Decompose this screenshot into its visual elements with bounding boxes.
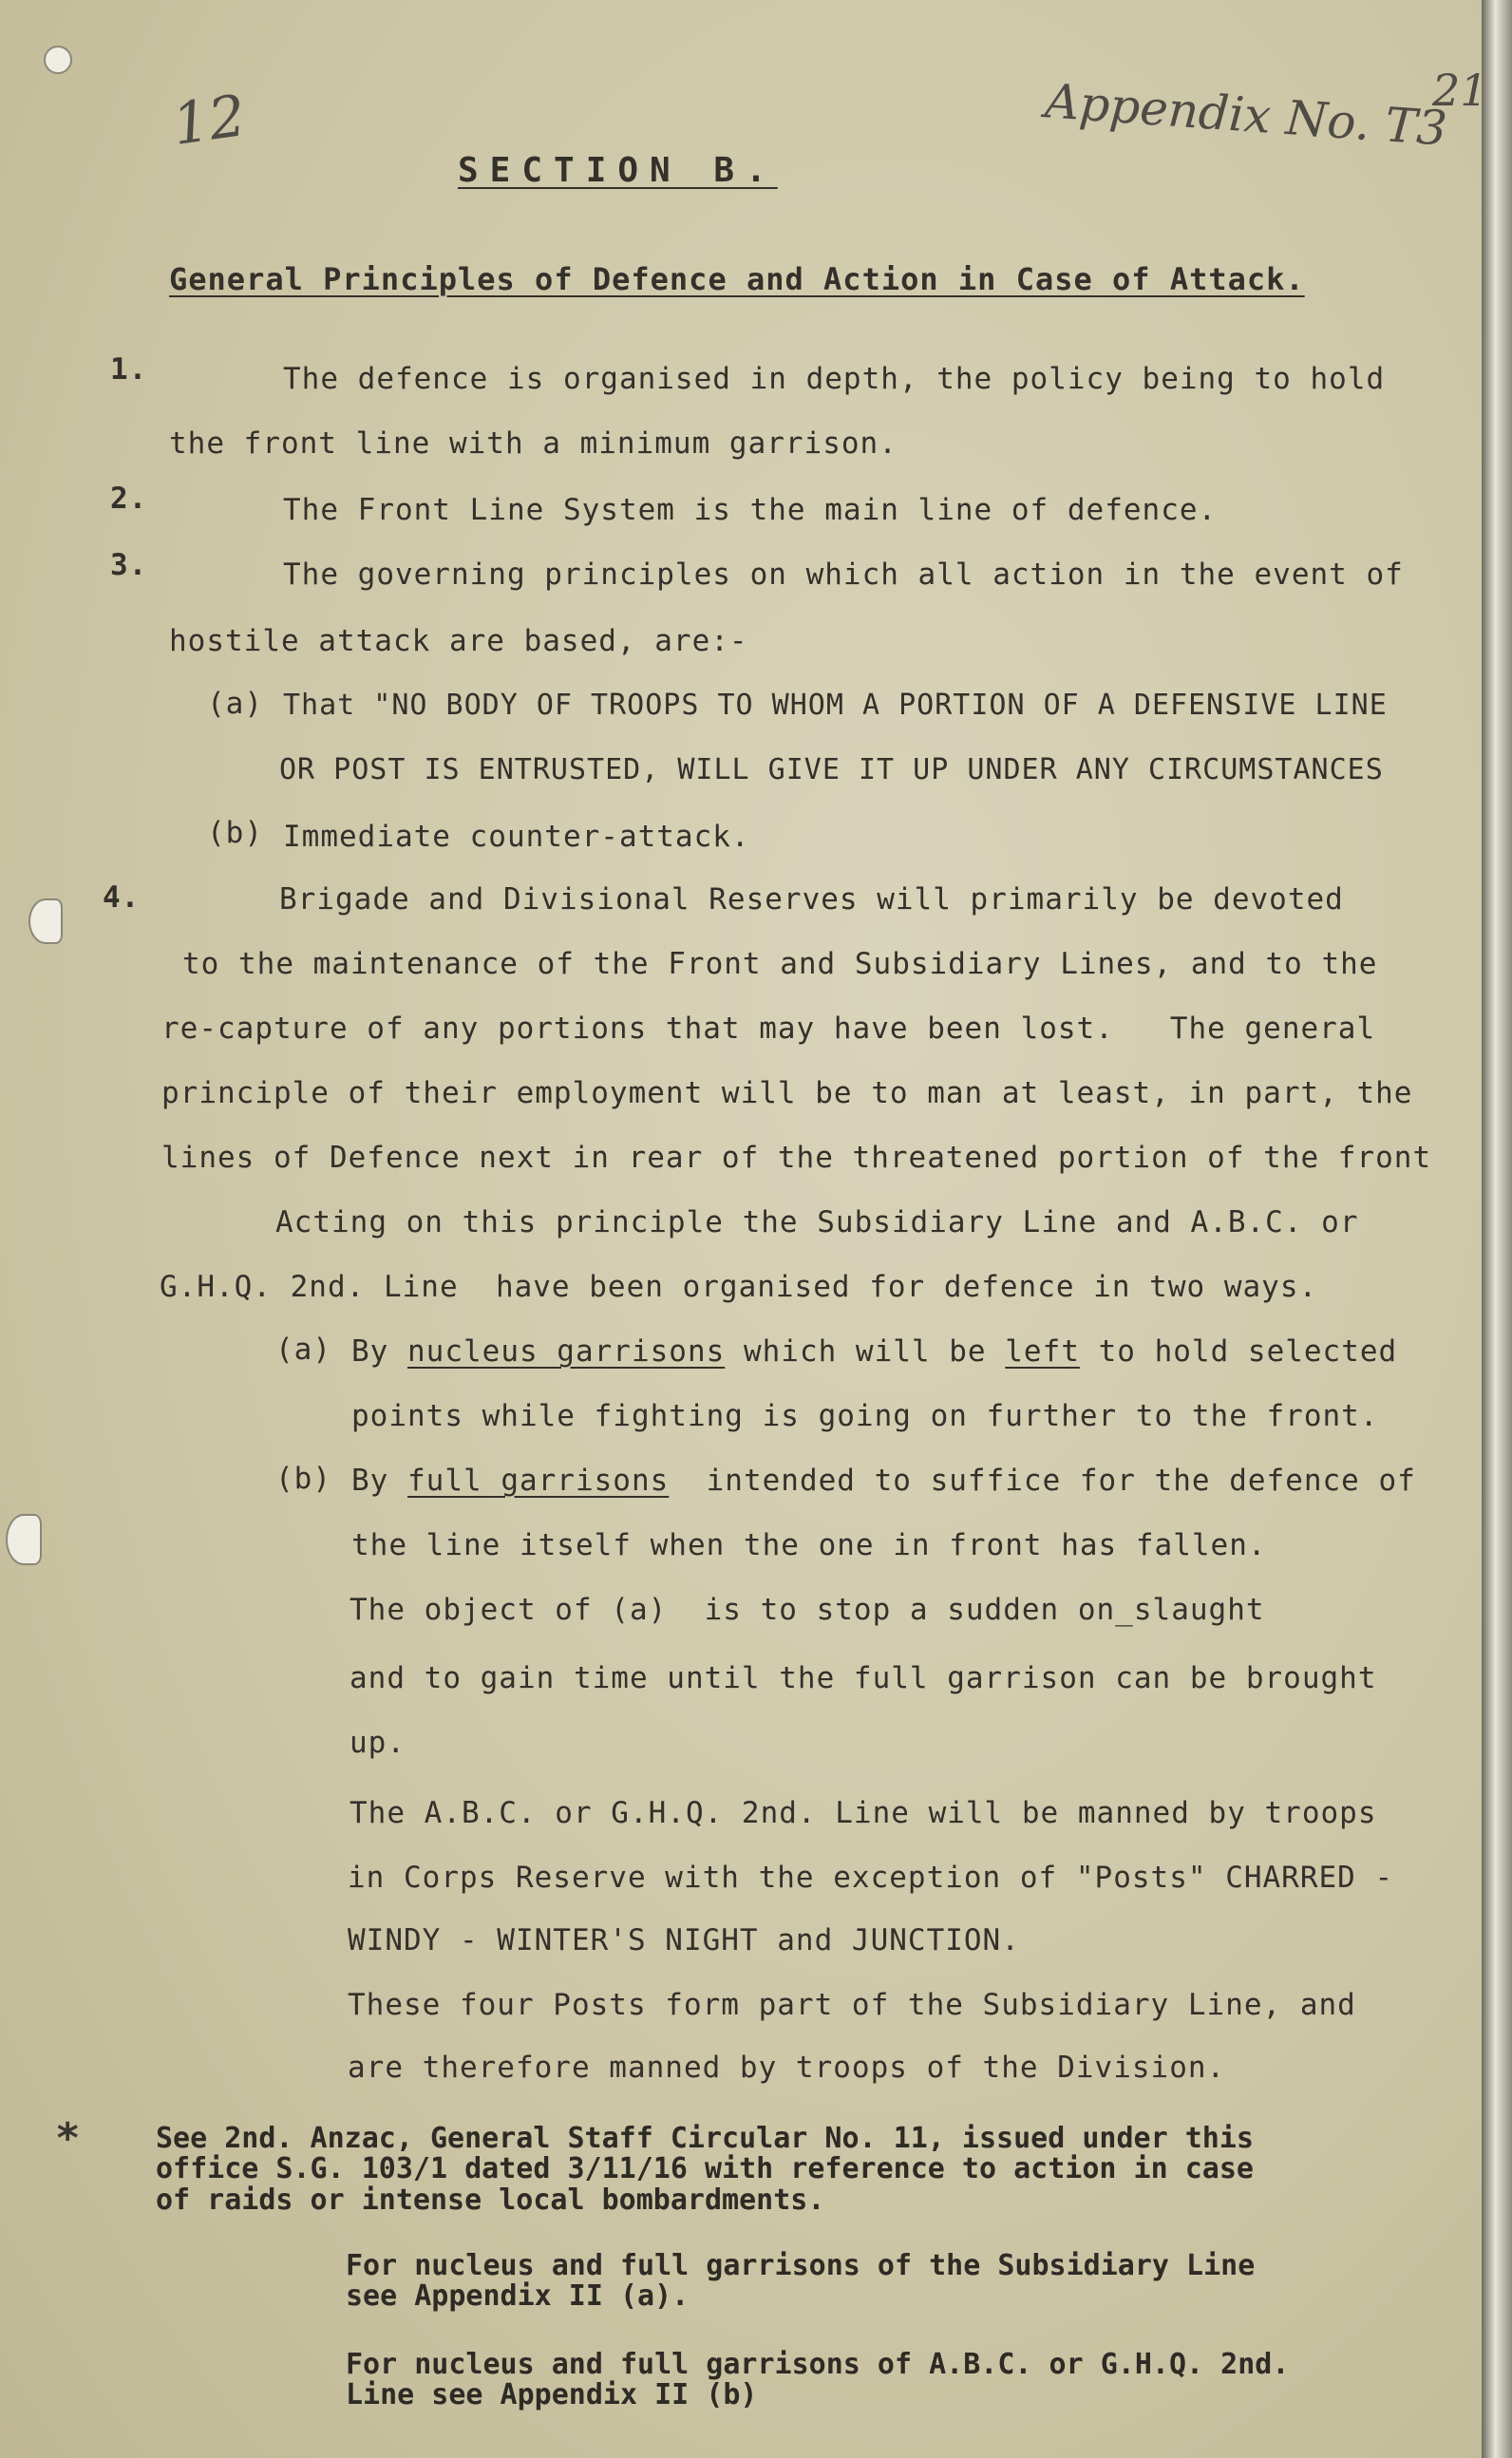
para-4b-line: [351, 1466, 1416, 1496]
para-4b-by: By: [351, 1464, 389, 1498]
para-4b-label: (b): [275, 1462, 331, 1496]
para-4-line: and to gain time until the full garrison can be brought: [350, 1661, 1377, 1695]
para-4-line: Brigade and Divisional Reserves will primarily be devoted: [279, 882, 1344, 917]
left-term: left: [1005, 1334, 1080, 1369]
para-4-number: 4.: [103, 880, 141, 915]
para-4-line: G.H.Q. 2nd. Line have been organised for defence in two ways.: [160, 1270, 1318, 1304]
full-garrisons-term: full garrisons: [407, 1464, 670, 1498]
para-1-line: the front line with a minimum garrison.: [169, 426, 898, 461]
para-4a-by: By: [351, 1334, 389, 1369]
page-subtitle: General Principles of Defence and Action in Case of Attack.: [169, 261, 1305, 297]
footnote-line: of raids or intense local bombardments.: [156, 2183, 825, 2217]
punch-hole-middle: [28, 898, 63, 944]
page-number-left: 12: [168, 83, 250, 159]
para-4-line: in Corps Reserve with the exception of "Posts" CHARRED -: [348, 1861, 1394, 1895]
page-edge: [1482, 0, 1512, 2458]
nucleus-garrisons-term: nucleus garrisons: [407, 1334, 726, 1369]
para-3b-label: (b): [207, 816, 263, 850]
para-4-line: are therefore manned by troops of the Division.: [348, 2051, 1226, 2085]
para-1-number: 1.: [110, 352, 148, 387]
para-3a-line: OR POST IS ENTRUSTED, WILL GIVE IT UP UNDER ANY CIRCUMSTANCES: [279, 753, 1384, 786]
para-4-line: WINDY - WINTER'S NIGHT and JUNCTION.: [348, 1923, 1020, 1957]
footnote-subsidiary-line: [346, 2251, 1255, 2313]
para-3-number: 3.: [110, 548, 148, 582]
para-3b-line: Immediate counter-attack.: [283, 820, 750, 854]
para-4-line: The object of (a) is to stop a sudden on_slaught: [350, 1593, 1265, 1627]
section-title: SECTION B.: [458, 151, 778, 190]
punch-hole-top: [44, 46, 72, 74]
para-4a-mid: which will be: [743, 1334, 987, 1369]
footnote-line: For nucleus and full garrisons of the Subsidiary Line: [346, 2249, 1256, 2282]
footnote-marker: *: [55, 2114, 81, 2163]
para-3-line: hostile attack are based, are:-: [169, 624, 748, 658]
footnote-anzac-circular: [156, 2124, 1254, 2216]
para-4-line: to the maintenance of the Front and Subsidiary Lines, and to the: [182, 947, 1378, 981]
footnote-line: see Appendix II (a).: [346, 2279, 690, 2314]
para-4-line: These four Posts form part of the Subsidiary Line, and: [348, 1988, 1356, 2022]
para-4a-line: points while fighting is going on further to the front.: [351, 1399, 1379, 1433]
para-3a-label: (a): [207, 687, 263, 721]
para-4-line: up.: [350, 1726, 406, 1760]
para-4a-line: [351, 1334, 1398, 1369]
footnote-line: For nucleus and full garrisons of A.B.C. or G.H.Q. 2nd.: [346, 2348, 1290, 2381]
punch-hole-lower: [6, 1514, 42, 1565]
para-4b-line: the line itself when the one in front has fallen.: [351, 1528, 1267, 1562]
para-3a-line: That "NO BODY OF TROOPS TO WHOM A PORTION OF A DEFENSIVE LINE: [283, 689, 1388, 722]
footnote-line: office S.G. 103/1 dated 3/11/16 with reference to action in case: [156, 2152, 1254, 2186]
footnote-abc-line: [346, 2350, 1289, 2411]
para-2-number: 2.: [110, 482, 148, 516]
para-4a-end: to hold selected: [1098, 1334, 1398, 1369]
appendix-label: Appendix No. T3: [1043, 73, 1449, 157]
para-4-line: principle of their employment will be to man at least, in part, the: [161, 1076, 1413, 1110]
para-3-line: The governing principles on which all action in the event of: [283, 558, 1404, 592]
footnote-line: Line see Appendix II (b): [346, 2378, 758, 2412]
para-4b-end: intended to suffice for the defence of: [706, 1464, 1416, 1498]
para-1-line: The defence is organised in depth, the policy being to hold: [283, 362, 1386, 396]
para-4-line: lines of Defence next in rear of the threatened portion of the front: [161, 1141, 1432, 1175]
para-4-line: The A.B.C. or G.H.Q. 2nd. Line will be manned by troops: [350, 1796, 1377, 1830]
para-4-line: Acting on this principle the Subsidiary Line and A.B.C. or: [275, 1205, 1359, 1239]
footnote-line: See 2nd. Anzac, General Staff Circular No. 11, issued under this: [156, 2122, 1254, 2155]
page-number-right: 21: [1432, 65, 1488, 116]
para-2-line: The Front Line System is the main line of defence.: [283, 493, 1218, 527]
para-4-line: re-capture of any portions that may have been lost. The general: [161, 1012, 1376, 1046]
para-4a-label: (a): [275, 1333, 331, 1367]
